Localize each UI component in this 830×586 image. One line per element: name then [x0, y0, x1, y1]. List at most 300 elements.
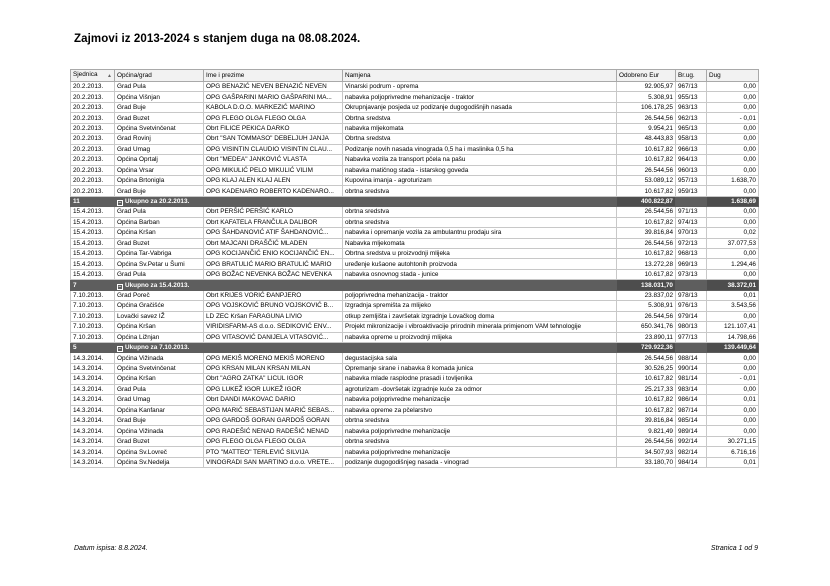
- table-cell: 957/13: [676, 175, 707, 185]
- group-summary-row: [71, 342, 759, 352]
- table-cell: Obrt "SAN TOMMASO" DEBELJUH JANJA: [204, 134, 343, 144]
- table-cell: 0,02: [707, 228, 759, 238]
- table-cell: Nabavka mljekomata: [343, 238, 617, 248]
- table-row: [71, 249, 759, 259]
- table-cell: 0,01: [707, 457, 759, 467]
- table-cell: 0,00: [707, 384, 759, 394]
- table-cell: OPG MARIĆ SEBASTIJAN MARIĆ SEBAS...: [204, 405, 343, 415]
- table-cell: 0,00: [707, 426, 759, 436]
- table-cell: 34.507,93: [617, 447, 676, 457]
- table-cell: Podizanje novih nasada vinograda 0,5 ha i maslinika 0,5 ha: [343, 144, 617, 154]
- table-cell: Općina Vrsar: [115, 165, 204, 175]
- table-cell: 977/13: [676, 332, 707, 342]
- table-row: [71, 363, 759, 373]
- table-cell: 3.543,56: [707, 301, 759, 311]
- table-cell: 0,01: [707, 395, 759, 405]
- table-cell: 963/13: [676, 102, 707, 112]
- group-label: Ukupno za 7.10.2013.: [125, 344, 190, 352]
- table-cell: 20.2.2013.: [71, 92, 115, 102]
- table-cell: 53.089,12: [617, 175, 676, 185]
- table-cell: Grad Pula: [115, 207, 204, 217]
- table-cell: Općina Sv.Petar u Šumi: [115, 259, 204, 269]
- table-cell: Projekt mikronizacije i vibroaktivacije prirodnih minerala primjenom VAM tehnologije: [343, 322, 617, 332]
- table-cell: Obrt PERŠIĆ PERŠIĆ KARLO: [204, 207, 343, 217]
- table-cell: 20.2.2013.: [71, 123, 115, 133]
- table-cell: - 0,01: [707, 113, 759, 123]
- table-cell: 979/14: [676, 311, 707, 321]
- table-cell: Općina Barban: [115, 217, 204, 227]
- table-cell: Općina Tar-Vabriga: [115, 249, 204, 259]
- group-label-cell: [115, 342, 617, 352]
- table-cell: 10.617,82: [617, 144, 676, 154]
- column-header[interactable]: Br.ug.: [676, 70, 707, 82]
- table-cell: 9.821,49: [617, 426, 676, 436]
- column-header[interactable]: Namjena: [343, 70, 617, 82]
- table-cell: 33.180,70: [617, 457, 676, 467]
- table-cell: 980/13: [676, 322, 707, 332]
- table-cell: 959/13: [676, 186, 707, 196]
- table-cell: 0,00: [707, 217, 759, 227]
- table-cell: 10.617,82: [617, 374, 676, 384]
- table-cell: 14.3.2014.: [71, 374, 115, 384]
- table-cell: 39.816,84: [617, 228, 676, 238]
- table-cell: 964/13: [676, 155, 707, 165]
- table-cell: - 0,01: [707, 374, 759, 384]
- table-cell: 976/13: [676, 301, 707, 311]
- group-empty-cell: [676, 280, 707, 290]
- table-cell: Obrt FILICE PEKICA DARKO: [204, 123, 343, 133]
- table-cell: 37.077,53: [707, 238, 759, 248]
- table-row: [71, 165, 759, 175]
- table-cell: Obrt KRIJES VORIĆ ĐANPJERO: [204, 290, 343, 300]
- table-row: [71, 416, 759, 426]
- table-cell: 0,00: [707, 165, 759, 175]
- table-cell: 23.890,11: [617, 332, 676, 342]
- table-cell: 121.107,41: [707, 322, 759, 332]
- table-cell: OPG FLEGO OLGA FLEGO OLGA: [204, 436, 343, 446]
- table-cell: OPG VOJSKOVIĆ BRUNO VOJSKOVIĆ B...: [204, 301, 343, 311]
- table-cell: 984/14: [676, 457, 707, 467]
- table-cell: nabavka osnovnog stada - junice: [343, 269, 617, 279]
- group-debt: 38.372,01: [707, 280, 759, 290]
- print-date: Datum ispisa: 8.8.2024.: [74, 545, 148, 552]
- table-cell: Grad Buzet: [115, 238, 204, 248]
- table-cell: 10.617,82: [617, 249, 676, 259]
- table-cell: 25.217,33: [617, 384, 676, 394]
- table-cell: Općina Brtonigla: [115, 175, 204, 185]
- table-cell: OPG VITASOVIĆ DANIJELA VITASOVIĆ...: [204, 332, 343, 342]
- table-cell: 30.526,25: [617, 363, 676, 373]
- table-cell: 10.617,82: [617, 269, 676, 279]
- table-cell: 15.4.2013.: [71, 207, 115, 217]
- table-cell: 26.544,56: [617, 207, 676, 217]
- group-label-cell: [115, 196, 617, 206]
- table-cell: 968/13: [676, 249, 707, 259]
- table-cell: LD ZEC Kršan FARAGUNA LIVIO: [204, 311, 343, 321]
- column-header[interactable]: Ime i prezime: [204, 70, 343, 82]
- table-cell: nabavka poljoprivredne mehanizacije: [343, 426, 617, 436]
- table-row: [71, 144, 759, 154]
- table-cell: degustacijska sala: [343, 353, 617, 363]
- table-cell: 20.2.2013.: [71, 175, 115, 185]
- table-cell: 971/13: [676, 207, 707, 217]
- table-cell: Opremanje sirane i nabavka 8 komada junica: [343, 363, 617, 373]
- table-cell: Obrtna sredstva: [343, 134, 617, 144]
- table-cell: obrtna sredstva: [343, 416, 617, 426]
- table-cell: 26.544,56: [617, 311, 676, 321]
- group-empty-cell: [676, 342, 707, 352]
- table-cell: 967/13: [676, 82, 707, 92]
- table-cell: Općina Oprtalj: [115, 155, 204, 165]
- table-cell: otkup zemljišta i završetak izgradnje Lovačkog doma: [343, 311, 617, 321]
- table-row: [71, 457, 759, 467]
- table-cell: Općina Kršan: [115, 322, 204, 332]
- table-row: [71, 186, 759, 196]
- table-cell: 26.544,56: [617, 353, 676, 363]
- table-cell: 978/13: [676, 290, 707, 300]
- page-number: Stranica 1 od 9: [710, 545, 758, 552]
- table-cell: 962/13: [676, 113, 707, 123]
- table-cell: Grad Umag: [115, 144, 204, 154]
- group-empty-cell: [676, 196, 707, 206]
- table-cell: poljoprivredna mehanizacija - traktor: [343, 290, 617, 300]
- table-cell: OPG MEKIŠ MORENO MEKIŠ MORENO: [204, 353, 343, 363]
- table-cell: Obrtna sredstva u proizvodnji mlijeka: [343, 249, 617, 259]
- table-cell: OPG MIKULIĆ PELO MIKULIĆ VILIM: [204, 165, 343, 175]
- table-cell: 9.954,21: [617, 123, 676, 133]
- table-cell: Općina Višnjan: [115, 92, 204, 102]
- table-cell: 30.271,15: [707, 436, 759, 446]
- table-cell: 0,00: [707, 249, 759, 259]
- table-cell: 26.544,56: [617, 113, 676, 123]
- table-cell: VINOGRADI SAN MARTINO d.o.o. VRETE...: [204, 457, 343, 467]
- table-cell: Grad Rovinj: [115, 134, 204, 144]
- table-cell: OPG VISINTIN CLAUDIO VISINTIN CLAU...: [204, 144, 343, 154]
- table-cell: Općina Kanfanar: [115, 405, 204, 415]
- table-cell: 0,00: [707, 102, 759, 112]
- table-cell: 990/14: [676, 363, 707, 373]
- group-summary-row: [71, 196, 759, 206]
- table-cell: Grad Buzet: [115, 436, 204, 446]
- table-cell: 20.2.2013.: [71, 113, 115, 123]
- table-cell: Kupovina imanja - agroturizam: [343, 175, 617, 185]
- table-cell: 15.4.2013.: [71, 249, 115, 259]
- table-row: [71, 447, 759, 457]
- table-cell: Općina Svetvinčenat: [115, 123, 204, 133]
- table-cell: 14.3.2014.: [71, 353, 115, 363]
- table-cell: OPG KADENARO ROBERTO KADENARO...: [204, 186, 343, 196]
- table-cell: 7.10.2013.: [71, 290, 115, 300]
- table-cell: 20.2.2013.: [71, 134, 115, 144]
- table-cell: Grad Poreč: [115, 290, 204, 300]
- table-cell: 10.617,82: [617, 186, 676, 196]
- table-cell: Općina Sv.Lovreč: [115, 447, 204, 457]
- table-cell: nabavka opreme za pčelarstvo: [343, 405, 617, 415]
- sort-ascending-icon[interactable]: ▲: [107, 73, 112, 79]
- table-cell: Općina Vižinada: [115, 353, 204, 363]
- table-cell: OPG BENAZIĆ NEVEN BENAZIĆ NEVEN: [204, 82, 343, 92]
- table-cell: OPG BRATULIĆ MARIO BRATULIĆ MARIO: [204, 259, 343, 269]
- table-cell: OPG ŠAHDANOVIĆ ATIF ŠAHDANOVIĆ...: [204, 228, 343, 238]
- table-cell: 0,00: [707, 144, 759, 154]
- table-row: [71, 374, 759, 384]
- table-row: [71, 92, 759, 102]
- table-cell: 966/13: [676, 144, 707, 154]
- table-cell: 26.544,56: [617, 165, 676, 175]
- group-count: 5: [71, 342, 115, 352]
- table-cell: 965/13: [676, 123, 707, 133]
- table-cell: Lovački savez IŽ: [115, 311, 204, 321]
- table-cell: 14.3.2014.: [71, 447, 115, 457]
- table-cell: nabavka poljoprivredne mehanizacije: [343, 447, 617, 457]
- table-cell: 970/13: [676, 228, 707, 238]
- table-cell: 6.716,16: [707, 447, 759, 457]
- table-cell: 7.10.2013.: [71, 301, 115, 311]
- table-cell: nabavka opreme u proizvodnji mlijeka: [343, 332, 617, 342]
- table-cell: 969/13: [676, 259, 707, 269]
- table-cell: Općina Ližnjan: [115, 332, 204, 342]
- table-row: [71, 405, 759, 415]
- table-cell: 15.4.2013.: [71, 217, 115, 227]
- table-cell: 0,00: [707, 353, 759, 363]
- table-row: [71, 353, 759, 363]
- table-cell: 10.617,82: [617, 155, 676, 165]
- table-cell: agroturizam -dovršetak izgradnje kuće za odmor: [343, 384, 617, 394]
- table-cell: 20.2.2013.: [71, 102, 115, 112]
- table-row: [71, 259, 759, 269]
- table-cell: 10.617,82: [617, 395, 676, 405]
- table-cell: Obrt KAFATELA FRANČULA DALIBOR: [204, 217, 343, 227]
- group-total: 729.922,36: [617, 342, 676, 352]
- table-cell: 0,00: [707, 92, 759, 102]
- table-row: [71, 102, 759, 112]
- loans-table: [70, 69, 759, 468]
- table-cell: 1.294,46: [707, 259, 759, 269]
- table-cell: Općina Kršan: [115, 228, 204, 238]
- table-cell: Općina Vižinada: [115, 426, 204, 436]
- table-cell: 0,00: [707, 134, 759, 144]
- table-cell: Izgradnja spremišta za mlijeko: [343, 301, 617, 311]
- table-cell: Grad Umag: [115, 395, 204, 405]
- table-cell: OPG FLEGO OLGA FLEGO OLGA: [204, 113, 343, 123]
- table-row: [71, 113, 759, 123]
- table-cell: 7.10.2013.: [71, 322, 115, 332]
- table-cell: 14.3.2014.: [71, 426, 115, 436]
- table-cell: PTO "MATTEO" TERLEVIĆ SILVIJA: [204, 447, 343, 457]
- table-cell: 974/13: [676, 217, 707, 227]
- table-cell: Općina Svetvinčenat: [115, 363, 204, 373]
- report-title: Zajmovi iz 2013-2024 s stanjem duga na 08.08.2024.: [74, 33, 361, 45]
- table-row: [71, 155, 759, 165]
- table-cell: 989/14: [676, 426, 707, 436]
- table-row: [71, 395, 759, 405]
- table-cell: 988/14: [676, 353, 707, 363]
- table-cell: Grad Buje: [115, 416, 204, 426]
- table-cell: 20.2.2013.: [71, 82, 115, 92]
- table-cell: 14.3.2014.: [71, 457, 115, 467]
- table-row: [71, 207, 759, 217]
- column-header[interactable]: Dug: [707, 70, 759, 82]
- table-cell: nabavka poljoprivredne mehanizacije: [343, 395, 617, 405]
- table-cell: Općina Sv.Nedelja: [115, 457, 204, 467]
- table-row: [71, 238, 759, 248]
- table-cell: 23.837,02: [617, 290, 676, 300]
- table-cell: Nabavka vozila za transport pčela na pašu: [343, 155, 617, 165]
- table-cell: 20.2.2013.: [71, 165, 115, 175]
- table-cell: 14.3.2014.: [71, 395, 115, 405]
- table-cell: 958/13: [676, 134, 707, 144]
- table-cell: 5.308,91: [617, 92, 676, 102]
- table-cell: Grad Pula: [115, 384, 204, 394]
- table-row: [71, 301, 759, 311]
- table-cell: 14.3.2014.: [71, 405, 115, 415]
- table-cell: 26.544,56: [617, 436, 676, 446]
- table-row: [71, 82, 759, 92]
- table-cell: nabavka poljoprivredne mehanizacije - traktor: [343, 92, 617, 102]
- table-cell: 985/14: [676, 416, 707, 426]
- table-cell: Okrupnjavanje posjeda uz podizanje dugogodišnjih nasada: [343, 102, 617, 112]
- table-cell: Općina Gračišće: [115, 301, 204, 311]
- table-cell: 13.272,28: [617, 259, 676, 269]
- table-cell: KABOLA D.O.O. MARKEZIĆ MARINO: [204, 102, 343, 112]
- table-cell: 0,00: [707, 82, 759, 92]
- group-label: Ukupno za 15.4.2013.: [125, 281, 190, 289]
- group-label: Ukupno za 20.2.2013.: [125, 198, 190, 206]
- table-cell: Obrtna sredstva: [343, 113, 617, 123]
- group-debt: 1.638,69: [707, 196, 759, 206]
- table-row: [71, 175, 759, 185]
- table-cell: OPG KLAJ ALEN KLAJ ALEN: [204, 175, 343, 185]
- table-cell: obrtna sredstva: [343, 186, 617, 196]
- column-header[interactable]: Općina/grad: [115, 70, 204, 82]
- table-cell: Obrt DANDI MAKOVAC DARIO: [204, 395, 343, 405]
- table-cell: 15.4.2013.: [71, 269, 115, 279]
- table-cell: OPG BOŽAC NEVENKA BOŽAC NEVENKA: [204, 269, 343, 279]
- table-cell: 955/13: [676, 92, 707, 102]
- table-cell: 92.905,97: [617, 82, 676, 92]
- column-header[interactable]: Odobreno Eur: [617, 70, 676, 82]
- table-cell: 39.816,84: [617, 416, 676, 426]
- group-total: 138.031,70: [617, 280, 676, 290]
- table-cell: 992/14: [676, 436, 707, 446]
- table-cell: 20.2.2013.: [71, 144, 115, 154]
- table-row: [71, 384, 759, 394]
- table-cell: Grad Buje: [115, 186, 204, 196]
- table-cell: 0,00: [707, 155, 759, 165]
- table-cell: VIRIDISFARM-AS d.o.o. SEDIKOVIĆ ENV...: [204, 322, 343, 332]
- table-cell: 20.2.2013.: [71, 186, 115, 196]
- table-row: [71, 228, 759, 238]
- table-cell: 7.10.2013.: [71, 332, 115, 342]
- table-cell: 960/13: [676, 165, 707, 175]
- table-cell: uređenje kušaone autohtonih proizvoda: [343, 259, 617, 269]
- table-cell: podizanje dugogodišnjeg nasada - vinograd: [343, 457, 617, 467]
- table-row: [71, 322, 759, 332]
- table-cell: 986/14: [676, 395, 707, 405]
- table-cell: 0,00: [707, 363, 759, 373]
- table-cell: 0,00: [707, 207, 759, 217]
- table-row: [71, 269, 759, 279]
- table-cell: 26.544,56: [617, 238, 676, 248]
- table-cell: obrtna sredstva: [343, 436, 617, 446]
- table-cell: 982/14: [676, 447, 707, 457]
- table-cell: 7.10.2013.: [71, 311, 115, 321]
- table-cell: Vinarski podrum - oprema: [343, 82, 617, 92]
- table-cell: Grad Pula: [115, 82, 204, 92]
- table-cell: Grad Buzet: [115, 113, 204, 123]
- table-cell: obrtna sredstva: [343, 207, 617, 217]
- group-debt: 139.449,64: [707, 342, 759, 352]
- group-label-cell: [115, 280, 617, 290]
- table-cell: 10.617,82: [617, 405, 676, 415]
- table-cell: 1.638,70: [707, 175, 759, 185]
- table-row: [71, 332, 759, 342]
- table-cell: 14.798,66: [707, 332, 759, 342]
- table-row: [71, 217, 759, 227]
- table-cell: 0,00: [707, 405, 759, 415]
- table-cell: 0,00: [707, 269, 759, 279]
- table-cell: OPG KOCIJANČIĆ ENIO KOCIJANČIĆ EN...: [204, 249, 343, 259]
- column-header[interactable]: Sjednica ▲: [71, 70, 115, 82]
- table-cell: 20.2.2013.: [71, 155, 115, 165]
- table-cell: obrtna sredstva: [343, 217, 617, 227]
- table-cell: 5.308,91: [617, 301, 676, 311]
- collapse-icon[interactable]: −: [118, 346, 122, 353]
- table-cell: Općina Kršan: [115, 374, 204, 384]
- table-cell: 106.178,25: [617, 102, 676, 112]
- table-cell: 0,00: [707, 186, 759, 196]
- table-cell: Obrt MAJCANI DRAŠČIĆ MLADEN: [204, 238, 343, 248]
- table-cell: 15.4.2013.: [71, 238, 115, 248]
- table-body: [71, 82, 759, 468]
- collapse-icon[interactable]: −: [118, 200, 122, 207]
- table-row: [71, 436, 759, 446]
- table-row: [71, 426, 759, 436]
- table-cell: 981/14: [676, 374, 707, 384]
- table-cell: OPG RADEŠIĆ NENAD RADEŠIĆ NENAD: [204, 426, 343, 436]
- table-cell: OPG GARDOŠ GORAN GARDOŠ GORAN: [204, 416, 343, 426]
- table-cell: Obrt "AGRO ZATKA" LICUL IGOR: [204, 374, 343, 384]
- table-cell: 0,00: [707, 416, 759, 426]
- group-count: 7: [71, 280, 115, 290]
- group-summary-row: [71, 280, 759, 290]
- table-cell: 972/13: [676, 238, 707, 248]
- table-cell: nabavka i opremanje vozila za ambulantnu prodaju sira: [343, 228, 617, 238]
- table-cell: 983/14: [676, 384, 707, 394]
- table-cell: 0,00: [707, 311, 759, 321]
- table-header-row: [71, 70, 759, 82]
- group-total: 400.822,87: [617, 196, 676, 206]
- table-cell: 973/13: [676, 269, 707, 279]
- table-cell: 650.341,76: [617, 322, 676, 332]
- table-cell: nabavka mljekomata: [343, 123, 617, 133]
- table-row: [71, 290, 759, 300]
- table-cell: 48.443,83: [617, 134, 676, 144]
- table-cell: 10.617,82: [617, 217, 676, 227]
- table-cell: Grad Buje: [115, 102, 204, 112]
- table-cell: 14.3.2014.: [71, 416, 115, 426]
- table-cell: 14.3.2014.: [71, 436, 115, 446]
- table-row: [71, 134, 759, 144]
- table-cell: 15.4.2013.: [71, 228, 115, 238]
- table-cell: 0,00: [707, 123, 759, 133]
- table-cell: 0,01: [707, 290, 759, 300]
- collapse-icon[interactable]: −: [118, 283, 122, 290]
- group-count: 11: [71, 196, 115, 206]
- table-row: [71, 123, 759, 133]
- table-cell: nabavka mlade rasplodne prasadi i tovljenika: [343, 374, 617, 384]
- table-row: [71, 311, 759, 321]
